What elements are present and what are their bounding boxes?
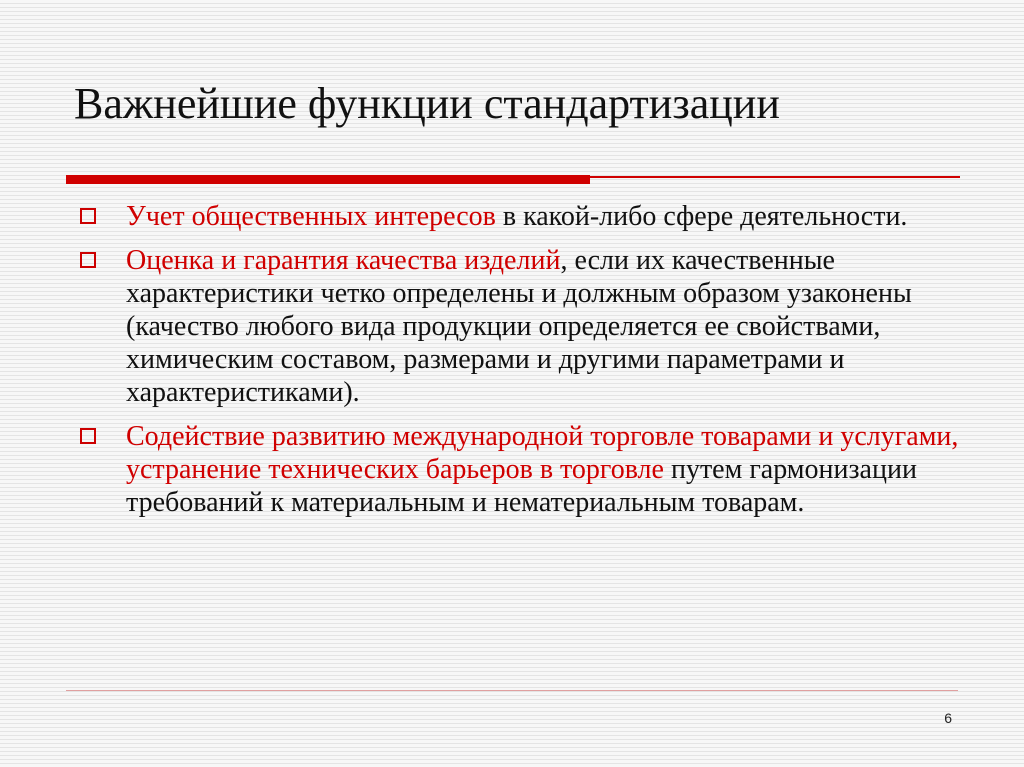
bullet-list — [80, 200, 960, 530]
title-underline-thin — [590, 176, 960, 178]
footer-divider — [66, 690, 958, 691]
bullet-item — [80, 200, 960, 233]
page-number: 6 — [944, 710, 952, 726]
title-underline-thick — [66, 175, 590, 184]
bullet-highlight: Оценка и гарантия качества изделий — [126, 245, 561, 276]
hollow-square-icon — [80, 252, 96, 268]
bullet-text: путем гармонизации требований к материальным и нематериальным товарам. — [126, 454, 917, 518]
hollow-square-icon — [80, 428, 96, 444]
bullet-text: , если их качественные характеристики четко определены и должным образом узаконены (качество любого вида продукции определяется ее свойствами, химическим составом, размерами и другими параметрами и характеристиками). — [126, 245, 912, 408]
bullet-item — [80, 244, 960, 409]
slide-title: Важнейшие функции стандартизации — [74, 79, 780, 128]
bullet-text: в какой-либо сфере деятельности. — [495, 201, 908, 232]
bullet-highlight: Содействие развитию международной торговле товарами и услугами, устранение технических барьеров в торговле — [126, 421, 959, 485]
bullet-item — [80, 420, 960, 519]
hollow-square-icon — [80, 208, 96, 224]
bullet-highlight: Учет общественных интересов — [126, 201, 496, 232]
